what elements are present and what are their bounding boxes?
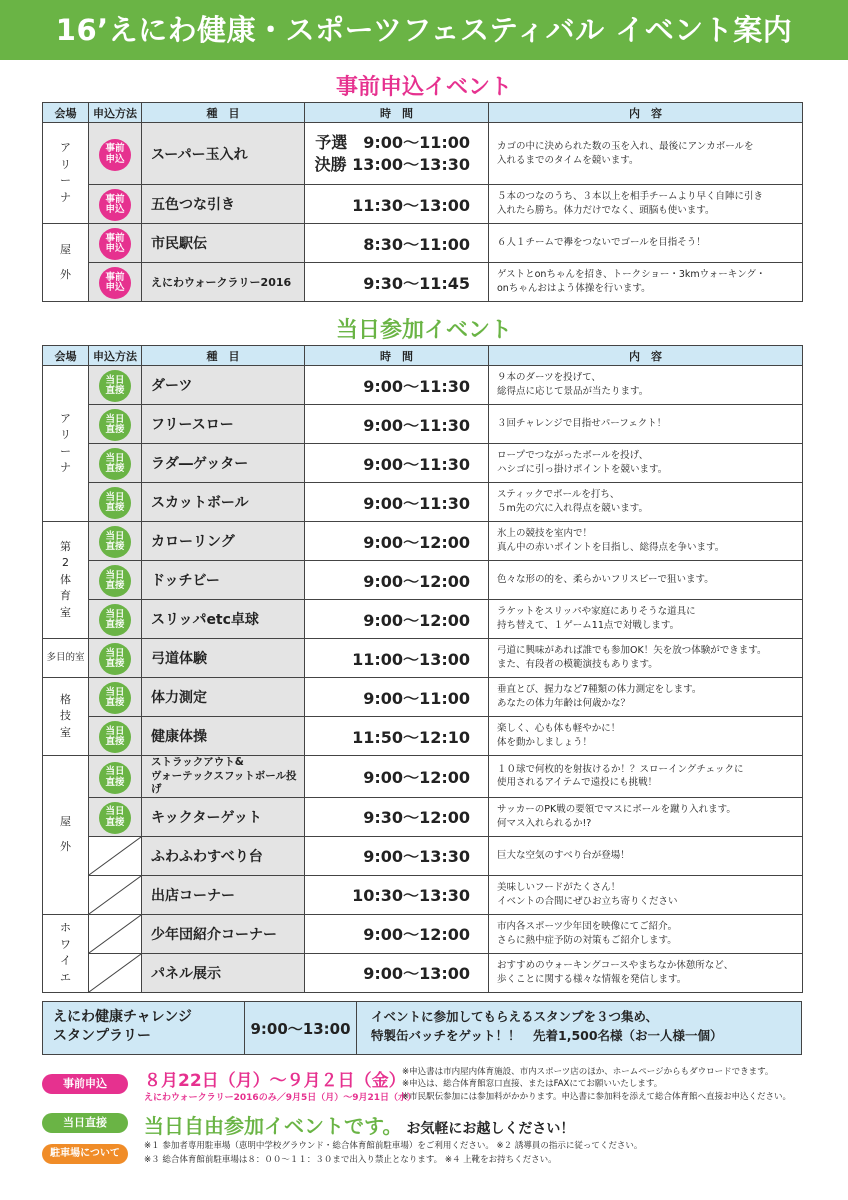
page-title: 16’えにわ健康・スポーツフェスティバル イベント案内	[55, 13, 793, 47]
method-cell	[89, 522, 142, 561]
venue-label: ア リ ー ナ	[60, 411, 71, 474]
same-day-main-text: 当日自由参加イベントです。	[144, 1114, 403, 1138]
table-row	[43, 123, 803, 185]
desc-line: ３回チャレンジで目指せパーフェクト！	[497, 418, 667, 430]
event-time: 9:00〜12:00	[305, 561, 489, 600]
table-header	[43, 103, 803, 123]
event-desc	[489, 561, 803, 600]
desc-line: 弓道に興味があれば誰でも参加OK！矢を放つ体験ができます。	[497, 645, 767, 657]
event-desc	[489, 756, 803, 798]
desc-line: 体を動かしましょう！	[497, 737, 593, 748]
event-desc	[489, 836, 803, 875]
same-day-events-table	[42, 345, 803, 993]
diagonal-slash	[89, 954, 141, 992]
event-time: 11:50〜12:10	[305, 717, 489, 756]
desc-line: おすすめのウォーキングコースやまちなか休憩所など、	[497, 960, 734, 972]
same-day-badge: 当日 直接	[99, 370, 131, 402]
event-time: 9:00〜11:30	[305, 366, 489, 405]
event-name: フリースロー	[142, 405, 305, 444]
parking-info	[42, 1140, 822, 1170]
event-time: 9:00〜11:00	[305, 678, 489, 717]
desc-line: また、有段者の模範演技もあります。	[497, 659, 658, 670]
event-desc	[489, 875, 803, 914]
method-cell	[89, 561, 142, 600]
venue-label: 屋 外	[60, 815, 71, 853]
event-time: 9:00〜12:00	[305, 756, 489, 798]
pre-badge: 事前 申込	[99, 228, 131, 260]
event-desc	[489, 797, 803, 836]
table-row	[43, 600, 803, 639]
method-cell	[89, 717, 142, 756]
venue-martial	[43, 678, 89, 756]
same-day-badge: 当日 直接	[99, 721, 131, 753]
venue-label: 第 2 体 育 室	[60, 539, 71, 619]
event-time: 9:00〜11:30	[305, 405, 489, 444]
same-day-badge: 当日 直接	[99, 487, 131, 519]
event-time	[305, 123, 489, 185]
venue-label: 多目的室	[46, 651, 85, 663]
method-cell	[89, 224, 142, 263]
desc-line: 持ち替えて、１ゲーム11点で対戦します。	[497, 620, 680, 631]
table-row	[43, 953, 803, 992]
venue-arena	[43, 366, 89, 522]
table-header	[43, 346, 803, 366]
event-time: 9:30〜12:00	[305, 797, 489, 836]
desc-line: 入れるまでのタイムを競います。	[497, 154, 639, 166]
note-line: ※市民駅伝参加には参加料がかかります。申込書に参加料を添えて総合体育館へ直接お申込ください。	[402, 1091, 791, 1102]
event-time: 9:00〜12:00	[305, 600, 489, 639]
note-line: ※申込は、総合体育館窓口直接、またはFAXにてお願いいたします。	[402, 1079, 663, 1090]
venue-foyer	[43, 914, 89, 992]
table-row	[43, 483, 803, 522]
desc-line: 使用されるアイテムで遠投にも挑戦！	[497, 777, 658, 789]
stamp-rally-desc	[357, 1002, 801, 1054]
header-method: 申込方法	[89, 103, 142, 123]
parking-label: 駐車場について	[42, 1144, 128, 1164]
method-cell	[89, 678, 142, 717]
event-desc	[489, 483, 803, 522]
pre-badge: 事前 申込	[99, 189, 131, 221]
event-time: 8:30〜11:00	[305, 224, 489, 263]
table-row	[43, 678, 803, 717]
stamp-rally-time: 9:00〜13:00	[245, 1002, 357, 1054]
same-day-badge: 当日 直接	[99, 604, 131, 636]
event-name: スリッパetc卓球	[142, 600, 305, 639]
same-day-sub-text: お気軽にお越しください！	[406, 1121, 575, 1137]
diagonal-slash	[89, 915, 141, 953]
table-row	[43, 756, 803, 798]
table-row	[43, 717, 803, 756]
event-name: ラダ―ゲッター	[142, 444, 305, 483]
header-venue: 会場	[43, 346, 89, 366]
desc-line: ９本のダーツを投げて、	[497, 372, 601, 384]
table-row	[43, 366, 803, 405]
desc-line: ゲストとonちゃんを招き、トークショー・3kmウォーキング・	[497, 269, 766, 281]
event-name: ドッチビー	[142, 561, 305, 600]
desc-line: onちゃんおはよう体操を行います。	[497, 283, 651, 294]
event-desc	[489, 185, 803, 224]
event-time: 9:00〜12:00	[305, 522, 489, 561]
table-row	[43, 185, 803, 224]
header-content: 内 容	[489, 346, 803, 366]
event-name: ふわふわすべり台	[142, 836, 305, 875]
page-title-banner	[0, 0, 848, 60]
desc-line: 何マス入れられるか!?	[497, 817, 592, 829]
venue-label: 屋 外	[60, 243, 71, 281]
desc-line: 総得点に応じて景品が当たります。	[497, 386, 649, 397]
header-item: 種 目	[142, 103, 305, 123]
method-cell	[89, 639, 142, 678]
table-row	[43, 263, 803, 302]
event-time: 9:00〜11:30	[305, 444, 489, 483]
desc-line: ハシゴに引っ掛けポイントを競います。	[497, 464, 668, 475]
desc-line: 巨大な空気のすべり台が登場！	[497, 850, 630, 862]
method-cell	[89, 600, 142, 639]
same-day-badge: 当日 直接	[99, 802, 131, 834]
method-cell	[89, 756, 142, 798]
pre-badge: 事前 申込	[99, 267, 131, 299]
event-time-final: 決勝 13:00〜13:30	[314, 154, 470, 174]
method-cell-empty	[89, 875, 142, 914]
event-name-line: ヴォーテックスフットボール投げ	[151, 769, 297, 796]
table-row	[43, 444, 803, 483]
event-time: 9:00〜11:30	[305, 483, 489, 522]
desc-line: ５m先の穴に入れ得点を競います。	[497, 503, 648, 514]
desc-line: ５本のつなのうち、３本以上を相手チームより早く自陣に引き	[497, 191, 764, 203]
venue-label: ホ ワ イ エ	[60, 921, 71, 984]
pre-registration-label: 事前申込	[42, 1074, 128, 1094]
event-name: パネル展示	[142, 953, 305, 992]
event-time: 9:00〜13:30	[305, 836, 489, 875]
event-desc	[489, 123, 803, 185]
venue-arena	[43, 123, 89, 224]
table-row	[43, 836, 803, 875]
desc-line: 垂直とび、握力など7種類の体力測定をします。	[497, 684, 702, 696]
header-venue: 会場	[43, 103, 89, 123]
same-day-badge: 当日 直接	[99, 643, 131, 675]
event-desc	[489, 263, 803, 302]
method-cell	[89, 123, 142, 185]
method-cell-empty	[89, 953, 142, 992]
event-name: 少年団紹介コーナー	[142, 914, 305, 953]
header-time: 時 間	[305, 103, 489, 123]
method-cell	[89, 405, 142, 444]
pre-events-table	[42, 102, 803, 302]
venue-label: 格 技 室	[60, 692, 71, 739]
table-row	[43, 405, 803, 444]
event-time: 9:30〜11:45	[305, 263, 489, 302]
desc-line: ラケットをスリッパや家庭にありそうな道具に	[497, 606, 696, 618]
event-desc	[489, 522, 803, 561]
venue-label: ア リ ー ナ	[60, 141, 71, 204]
event-desc	[489, 914, 803, 953]
same-section-title: 当日参加イベント	[335, 318, 512, 343]
pre-registration-notes	[402, 1066, 822, 1103]
same-day-main	[144, 1110, 574, 1139]
method-cell	[89, 797, 142, 836]
event-name: えにわウォークラリー2016	[142, 263, 305, 302]
event-time: 11:00〜13:00	[305, 639, 489, 678]
diagonal-slash	[89, 837, 141, 875]
event-name: 体力測定	[142, 678, 305, 717]
venue-multi	[43, 639, 89, 678]
pre-badge: 事前 申込	[99, 139, 131, 171]
desc-line: ６人１チームで襷をつないでゴールを目指そう！	[497, 237, 706, 249]
table-row	[43, 875, 803, 914]
method-cell	[89, 444, 142, 483]
desc-line: 歩くことに関する様々な情報を発信します。	[497, 973, 687, 985]
method-cell-empty	[89, 914, 142, 953]
event-name: 健康体操	[142, 717, 305, 756]
desc-line: カゴの中に決められた数の玉を入れ、最後にアンカボールを	[497, 140, 754, 152]
event-time: 11:30〜13:00	[305, 185, 489, 224]
event-name: 出店コーナー	[142, 875, 305, 914]
event-name: 弓道体験	[142, 639, 305, 678]
header-item: 種 目	[142, 346, 305, 366]
event-desc	[489, 600, 803, 639]
event-name: スーパー玉入れ	[142, 123, 305, 185]
parking-notes	[144, 1140, 642, 1167]
walk-rally-dates: えにわウォークラリー2016のみ／9月5日（月）〜9月21日（水）	[144, 1093, 417, 1103]
event-desc	[489, 953, 803, 992]
note-line: ※３ 総合体育館前駐車場は８：００〜１１：３０まで出入り禁止となります。 ※４ 上靴をお持ちください。	[144, 1154, 557, 1165]
same-day-badge: 当日 直接	[99, 448, 131, 480]
event-name: 五色つな引き	[142, 185, 305, 224]
method-cell	[89, 263, 142, 302]
desc-line: 色々な形の的を、柔らかいフリスビーで狙います。	[497, 574, 714, 586]
same-day-info	[42, 1110, 822, 1136]
pre-registration-dates: ８月22日（月）〜９月２日（金）	[144, 1071, 406, 1091]
same-day-badge: 当日 直接	[99, 565, 131, 597]
event-name: 市民駅伝	[142, 224, 305, 263]
desc-line: 楽しく、心も体も軽やかに！	[497, 723, 621, 735]
event-name: ダーツ	[142, 366, 305, 405]
table-row	[43, 522, 803, 561]
event-time: 10:30〜13:30	[305, 875, 489, 914]
event-name	[142, 756, 305, 798]
header-time: 時 間	[305, 346, 489, 366]
method-cell	[89, 366, 142, 405]
same-day-badge: 当日 直接	[99, 762, 131, 794]
stamp-desc-line: イベントに参加してもらえるスタンプを３つ集め、	[371, 1009, 659, 1024]
method-cell-empty	[89, 836, 142, 875]
method-cell	[89, 483, 142, 522]
venue-outdoor	[43, 224, 89, 302]
desc-line: 市内各スポーツ少年団を映像にてご紹介。	[497, 921, 678, 933]
table-row	[43, 561, 803, 600]
same-day-badge: 当日 直接	[99, 409, 131, 441]
event-desc	[489, 405, 803, 444]
table-row	[43, 914, 803, 953]
event-desc	[489, 639, 803, 678]
stamp-name-line: スタンプラリー	[53, 1027, 151, 1044]
table-row	[43, 797, 803, 836]
table-row	[43, 224, 803, 263]
desc-line: 氷上の競技を室内で！	[497, 528, 593, 540]
event-name: カローリング	[142, 522, 305, 561]
event-desc	[489, 717, 803, 756]
desc-line: ロープでつながったボールを投げ、	[497, 450, 649, 462]
stamp-rally-box	[42, 1001, 802, 1055]
event-name: キックターゲット	[142, 797, 305, 836]
venue-gym2	[43, 522, 89, 639]
desc-line: 入れたら勝ち。体力だけでなく、頭脳も使います。	[497, 205, 715, 216]
table-row	[43, 639, 803, 678]
desc-line: 真ん中の赤いポイントを目指し、総得点を争います。	[497, 542, 725, 553]
pre-section-title: 事前申込イベント	[335, 75, 512, 100]
desc-line: スティックでボールを打ち、	[497, 489, 620, 501]
same-day-badge: 当日 直接	[99, 682, 131, 714]
desc-line: あなたの体力年齢は何歳かな？	[497, 698, 631, 709]
event-desc	[489, 224, 803, 263]
note-line: ※１ 参加者専用駐車場（恵明中学校グラウンド・総合体育館前駐車場）をご利用ください。 ※２ 誘導員の指示に従ってください。	[144, 1141, 643, 1151]
header-content: 内 容	[489, 103, 803, 123]
diagonal-slash	[89, 876, 141, 914]
event-name-line: ストラックアウト&	[151, 756, 244, 768]
event-desc	[489, 678, 803, 717]
stamp-desc-line: 特製缶バッチをゲット！！ 先着1,500名様（お一人様一個）	[371, 1027, 723, 1043]
same-day-badge: 当日 直接	[99, 526, 131, 558]
desc-line: サッカーのPK戦の要領でマスにボールを蹴り入れます。	[497, 804, 736, 816]
desc-line: １０球で何枚的を射抜けるか！？スローイングチェックに	[497, 763, 744, 775]
event-desc	[489, 366, 803, 405]
event-time-prelim: 予選 9:00〜11:00	[315, 132, 470, 152]
event-time: 9:00〜13:00	[305, 953, 489, 992]
event-time: 9:00〜12:00	[305, 914, 489, 953]
stamp-name-line: えにわ健康チャレンジ	[53, 1009, 192, 1025]
method-cell	[89, 185, 142, 224]
venue-outdoor	[43, 756, 89, 915]
pre-registration-info	[42, 1066, 822, 1110]
stamp-rally-name	[43, 1002, 245, 1054]
desc-line: イベントの合間にぜひお立ち寄りください	[497, 895, 678, 907]
header-method: 申込方法	[89, 346, 142, 366]
event-name: スカットボール	[142, 483, 305, 522]
note-line: ※申込書は市内屋内体育施設、市内スポーツ店のほか、ホームページからもダウロードできます。	[402, 1067, 774, 1077]
event-desc	[489, 444, 803, 483]
desc-line: さらに熱中症予防の対策もご紹介します。	[497, 934, 677, 946]
same-day-label: 当日直接	[42, 1113, 128, 1133]
desc-line: 美味しいフードがたくさん！	[497, 882, 621, 894]
